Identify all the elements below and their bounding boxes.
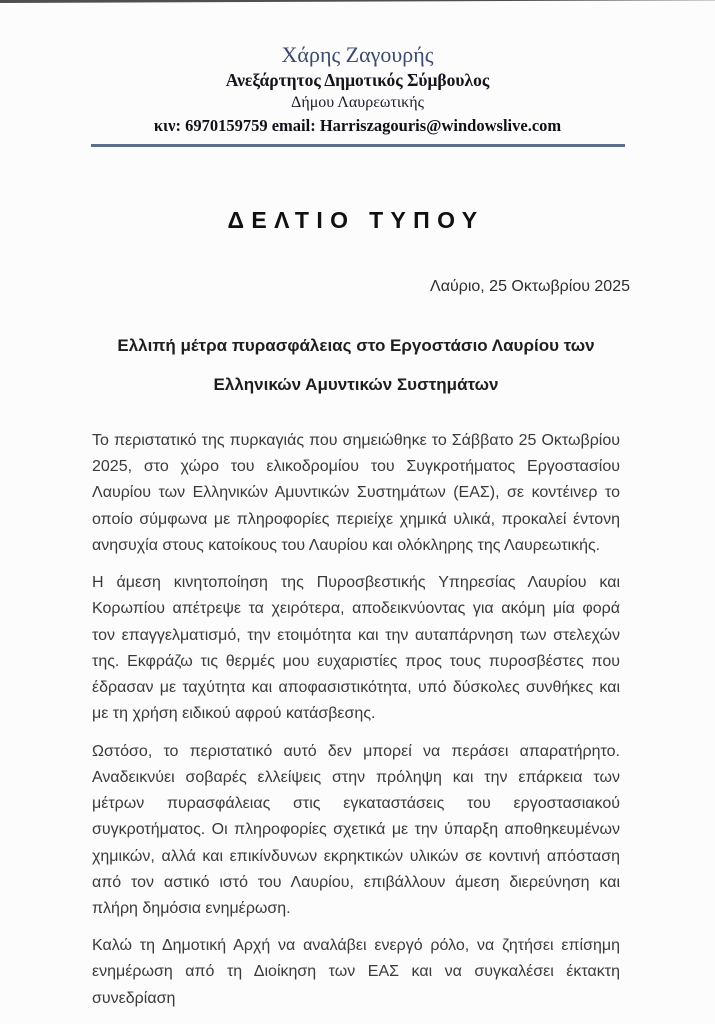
document-body — [92, 207, 630, 1012]
subject-line-2: Ελληνικών Αμυντικών Συστημάτων — [213, 375, 499, 394]
letterhead — [0, 0, 715, 147]
author-contact: κιν: 6970159759 email: Harriszagouris@windowslive.com — [153, 116, 562, 135]
author-role: Ανεξάρτητος Δημοτικός Σύμβουλος — [225, 70, 490, 90]
letterhead-divider — [91, 144, 625, 147]
paragraph-safety-gaps: Ωστόσο, το περιστατικό αυτό δεν μπορεί να περάσει απαρατήρητο. Αναδεικνύει σοβαρές ελλείψεις στην πρόληψη και την επάρκεια των μέτρων πυρασφάλειας στις εγκαταστάσεις του εργοστασιακού συγκροτήματος. Οι πληροφορίες σχετικά με την ύπαρξη αποθηκευμένων χημικών, αλλά και επικίνδυνων εκρηκτικών υλικών σε κοντινή απόσταση από τον αστικό ιστό του Λαυρίου, επιβάλλουν άμεση διερεύνηση και πλήρη δημόσια ενημέρωση. — [92, 742, 620, 917]
paragraph-fire-service: Η άμεση κινητοποίηση της Πυροσβεστικής Υπηρεσίας Λαυρίου και Κορωπίου απέτρεψε τα χειρότερα, αποδεικνύοντας για ακόμη μία φορά τον επαγγελματισμό, την ετοιμότητα και την αυταπάρνηση των στελεχών της. Εκφράζω τις θερμές μου ευχαριστίες προς τους πυροσβέστες που έδρασαν με ταχύτητα και αποφασιστικότητα, υπό δύσκολες συνθήκες και με τη χρήση ειδικού αφρού κατάσβεσης. — [92, 574, 620, 723]
subject-line-1: Ελλιπή μέτρα πυρασφάλειας στο Εργοστάσιο Λαυρίου των — [117, 336, 595, 355]
subject-heading — [92, 326, 620, 404]
dateline: Λαύριο, 25 Οκτωβρίου 2025 — [430, 278, 630, 295]
author-name: Χάρης Ζαγουρής — [281, 42, 434, 67]
press-release-title: ΔΕΛΤΙΟ ΤΥΠΟΥ — [227, 207, 485, 233]
paragraph-incident: Το περιστατικό της πυρκαγιάς που σημειώθηκε το Σάββατο 25 Οκτωβρίου 2025, στο χώρο του ελικοδρομίου του Συγκροτήματος Εργοστασίου Λαυρίου των Ελληνικών Αμυντικών Συστημάτων (ΕΑΣ), σε κοντέινερ το οποίο σύμφωνα με πληροφορίες περιείχε χημικά υλικά, προκαλεί έντονη ανησυχία στους κατοίκους του Λαυρίου και ολόκληρης της Λαυρεωτικής. — [92, 432, 620, 554]
paragraph-call-to-action: Καλώ τη Δημοτική Αρχή να αναλάβει ενεργό ρόλο, να ζητήσει επίσημη ενημέρωση από τη Διοίκηση των ΕΑΣ και να συγκαλέσει έκτακτη συνεδρίαση — [92, 937, 620, 1007]
author-municipality: Δήμου Λαυρεωτικής — [291, 94, 424, 111]
